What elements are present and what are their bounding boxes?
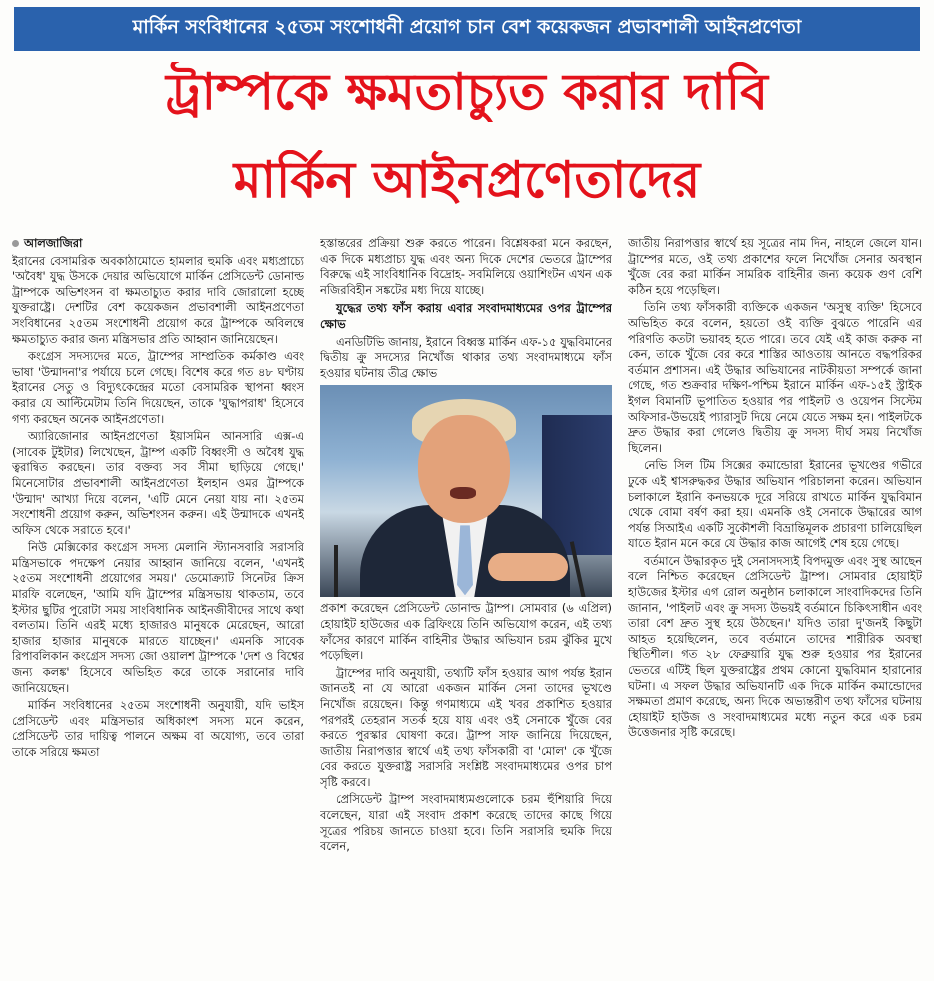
trump-photo	[320, 385, 612, 597]
source-line	[12, 236, 304, 252]
article-column-3	[628, 236, 922, 978]
paragraph: ট্রাম্পের দাবি অনুযায়ী, তথ্যটি ফাঁস হওয়ার আগ পর্যন্ত ইরান জানতই না যে আরো একজন মার্কিন সেনা তাদের ভূখণ্ডে নিখোঁজ রয়েছেন। কিন্তু গণমাধ্যমে এই খবর প্রকাশিত হওয়ার পরপরই তেহরান সতর্ক হয়ে যায় এবং ওই সেনাকে খুঁজে বের করতে পুরস্কার ঘোষণা করে। ট্রাম্প সাফ জানিয়ে দিয়েছেন, জাতীয় নিরাপত্তার স্বার্থে এই তথ্য ফাঁসকারী বা 'মোল' কে খুঁজে বের করতে যুক্তরাষ্ট্র সরাসরি সংশ্লিষ্ট সংবাদমাধ্যমের ওপর চাপ সৃষ্টি করবে।	[320, 665, 612, 789]
headline-line-2: মার্কিন আইনপ্রণেতাদের	[233, 151, 701, 209]
top-banner	[14, 7, 920, 51]
source-label: আলজাজিরা	[24, 236, 83, 250]
paragraph: নিউ মেক্সিকোর কংগ্রেস সদস্য মেলানি স্ট্যানসবারি সরাসরি মন্ত্রিসভাকে পদক্ষেপ নেয়ার আহ্বান জানিয়ে বলেন, 'এখনই ২৫তম সংশোধনী প্রয়োগের সময়।' ডেমোক্র্যাট সিনেটর ক্রিস মারফি বলেছেন, 'আমি যদি ট্রাম্পের মন্ত্রিসভায় থাকতাম, তবে ইস্টার ছুটির পুরোটা সময় সাংবিধানিক আইনজীবীদের সাথে কথা বলতাম। তিনি এরই মধ্যে হাজারও মানুষকে মেরেছেন, আরো হাজার হাজার মানুষকে মারতে যাচ্ছেন।' এমনকি সাবেক রিপাবলিকান কংগ্রেস সদস্য জো ওয়ালশ ট্রাম্পকে 'দেশ ও বিশ্বের জন্য কলঙ্ক' হিসেবে অভিহিত করে তাকে সরানোর দাবি জানিয়েছেন।	[12, 540, 304, 695]
paragraph: বর্তমানে উদ্ধারকৃত দুই সেনাসদস্যই বিপদমুক্ত এবং সুস্থ আছেন বলে নিশ্চিত করেছেন প্রেসিডেন্ট ট্রাম্প। সোমবার হোয়াইট হাউজের ইস্টার এগ রোল অনুষ্ঠান চলাকালে সাংবাদিকদের তিনি জানান, 'পাইলট এবং ক্রু সদস্য উভয়ই বর্তমানে চিকিৎসাধীন এবং তারা বেশ দ্রুত সুস্থ হয়ে উঠছেন।' যদিও তারা দু'জনই কিছুটা আহত হয়েছিলেন, তবে বর্তমানে তাদের শারীরিক অবস্থা স্থিতিশীল। গত ২৮ ফেব্রুয়ারি যুদ্ধ শুরু হওয়ার পর ইরানের ভেতরে এটিই ছিল যুক্তরাষ্ট্রের প্রথম কোনো যুদ্ধবিমান হারানোর ঘটনা। এ সফল উদ্ধার অভিযানটি এক দিকে মার্কিন কমান্ডোদের সক্ষমতা প্রমাণ করেছে, অন্য দিকে অভ্যন্তরীণ তথ্য ফাঁসের ঘটনায় হোয়াইট হাউজ ও সংবাদমাধ্যমের মধ্যে নতুন করে এক চরম উত্তেজনার সৃষ্টি করেছে।	[628, 553, 922, 740]
article-column-2	[320, 236, 612, 978]
paragraph: তিনি তথ্য ফাঁসকারী ব্যক্তিকে একজন 'অসুস্থ ব্যক্তি' হিসেবে অভিহিত করে বলেন, হয়তো ওই ব্যক্তি বুঝতে পারেনি এর পরিণতি কতটা ভয়াবহ হতে পারে। তবে যেই এই কাজ করুক না কেন, তাকে খুঁজে বের করে শাস্তির আওতায় আনতে বদ্ধপরিকর বর্তমান প্রশাসন। এই উদ্ধার অভিযানের নাটকীয়তা সম্পর্কে জানা গেছে, গত শুক্রবার দক্ষিণ-পশ্চিম ইরানে মার্কিন এফ-১৫ই স্ট্রাইক ইগল বিমানটি ভূপাতিত হওয়ার পর পাইলট ও ওয়েপন সিস্টেম অফিসার-উভয়েই প্যারাসুট দিয়ে নেমে যেতে সক্ষম হন। পাইলটকে দ্রুত উদ্ধার করা গেলেও দ্বিতীয় ক্রু সদস্য দীর্ঘ সময় নিখোঁজ ছিলেন।	[628, 300, 922, 455]
paragraph: ইরানের বেসামরিক অবকাঠামোতে হামলার হুমকি এবং মধ্যপ্রাচ্যে 'অবৈধ' যুদ্ধ উসকে দেয়ার অভিযোগে মার্কিন প্রেসিডেন্ট ডোনাল্ড ট্রাম্পকে অভিশংসন বা ক্ষমতাচ্যুত করার দাবি জোরালো হচ্ছে যুক্তরাষ্ট্রে। দেশটির বেশ কয়েকজন প্রভাবশালী আইনপ্রণেতা সংবিধানের ২৫তম সংশোধনী প্রয়োগ করে ট্রাম্পকে অবিলম্বে ক্ষমতাচ্যুত করার জন্য মন্ত্রিসভার প্রতি আহ্বান জানিয়েছেন।	[12, 253, 304, 346]
paragraph: অ্যারিজোনার আইনপ্রণেতা ইয়াসমিন আনসারি এক্স-এ (সাবেক টুইটার) লিখেছেন, ট্রাম্প একটি বিধ্বংসী ও অবৈধ যুদ্ধ ত্বরান্বিত করছেন। তার বক্তব্য সব সীমা ছাড়িয়ে গেছে।' মিনেসোটার প্রভাবশালী আইনপ্রণেতা ইলহান ওমর ট্রাম্পকে 'উন্মাদ' আখ্যা দিয়ে বলেন, 'এটি মেনে নেয়া যায় না। ২৫তম সংশোধনী প্রয়োগ করুন, অভিশংসন করুন। এই উন্মাদকে এখনই অফিস থেকে সরাতে হবে।'	[12, 429, 304, 537]
paragraph: জাতীয় নিরাপত্তার স্বার্থে হয় সূত্রের নাম দিন, নাহলে জেলে যান। ট্রাম্পের মতে, ওই তথ্য প্রকাশের ফলে নিখোঁজ সেনার অবস্থান খুঁজে বের করা মার্কিন সামরিক বাহিনীর জন্য কয়েক গুণ বেশি কঠিন হয়ে পড়েছিল।	[628, 236, 922, 297]
paragraph: এনডিটিভি জানায়, ইরানে বিধ্বস্ত মার্কিন এফ-১৫ যুদ্ধবিমানের দ্বিতীয় ক্রু সদস্যের নিখোঁজ থাকার তথ্য সংবাদমাধ্যমে ফাঁস হওয়ার ঘটনায় তীব্র ক্ষোভ	[320, 334, 612, 380]
bullet-icon	[12, 240, 19, 247]
paragraph: প্রেসিডেন্ট ট্রাম্প সংবাদমাধ্যমগুলোকে চরম হুঁশিয়ারি দিয়ে বলেছেন, যারা এই সংবাদ প্রকাশ করেছে তাদের কাছে গিয়ে সূত্রের পরিচয় জানতে চাওয়া হবে। তিনি সরাসরি হুমকি দিয়ে বলেন,	[320, 792, 612, 854]
paragraph: নেভি সিল টিম সিক্সের কমান্ডোরা ইরানের ভূখণ্ডের গভীরে ঢুকে এই শ্বাসরুদ্ধকর উদ্ধার অভিযান পরিচালনা করেন। অভিযান চলাকালে ইরানি কনভয়কে দূরে সরিয়ে রাখতে মার্কিন যুদ্ধবিমান থেকে বোমা বর্ষণ করা হয়। এমনকি ওই সেনাকে উদ্ধারের আগ পর্যন্ত সিআইএ একটি সুকৌশলী বিভ্রান্তিমূলক প্রচারণা চালিয়েছিল যাতে ইরান মনে করে যে উদ্ধার কাজ আগেই শেষ হয়ে গেছে।	[628, 458, 922, 551]
paragraph: প্রকাশ করেছেন প্রেসিডেন্ট ডোনাল্ড ট্রাম্প। সোমবার (৬ এপ্রিল) হোয়াইট হাউজের এক ব্রিফিংয়ে তিনি অভিযোগ করেন, এই তথ্য ফাঁসের কারণে মার্কিন বাহিনীর উদ্ধার অভিযান চরম ঝুঁকির মুখে পড়েছিল।	[320, 601, 612, 663]
paragraph: হস্তান্তরের প্রক্রিয়া শুরু করতে পারেন। বিশ্লেষকরা মনে করছেন, এক দিকে মধ্যপ্রাচ্য যুদ্ধ এবং অন্য দিকে দেশের ভেতরে ট্রাম্পের বিরুদ্ধে এই সাংবিধানিক বিদ্রোহ- সবমিলিয়ে ওয়াশিংটন এখন এক নজিরবিহীন সঙ্কটের মধ্য দিয়ে যাচ্ছে।	[320, 236, 612, 297]
section-subhead: যুদ্ধের তথ্য ফাঁস করায় এবার সংবাদমাধ্যমের ওপর ট্রাম্পের ক্ষোভ	[320, 301, 612, 331]
paragraph: কংগ্রেস সদস্যদের মতে, ট্রাম্পের সাম্প্রতিক কর্মকাণ্ড এবং ভাষা 'উন্মাদনা'র পর্যায়ে চলে গেছে। বিশেষ করে গত ৪৮ ঘণ্টায় ইরানের সেতু ও বিদ্যুৎকেন্দ্রের মতো বেসামরিক স্থাপনা ধ্বংস করার যে আল্টিমেটাম তিনি দিয়েছেন, তাকে 'যুদ্ধাপরাধ' হিসেবে গণ্য করছেন অনেক আইনপ্রণেতা।	[12, 349, 304, 426]
banner-text: মার্কিন সংবিধানের ২৫তম সংশোধনী প্রয়োগ চান বেশ কয়েকজন প্রভাবশালী আইনপ্রণেতা	[132, 16, 802, 38]
article-column-1	[12, 236, 304, 978]
headline-line-1: ট্রাম্পকে ক্ষমতাচ্যুত করার দাবি	[166, 63, 768, 121]
paragraph: মার্কিন সংবিধানের ২৫তম সংশোধনী অনুযায়ী, যদি ভাইস প্রেসিডেন্ট এবং মন্ত্রিসভার অধিকাংশ সদস্য মনে করেন, প্রেসিডেন্ট তার দায়িত্ব পালনে অক্ষম বা অযোগ্য, তবে তারা তাকে সরিয়ে ক্ষমতা	[12, 698, 304, 759]
